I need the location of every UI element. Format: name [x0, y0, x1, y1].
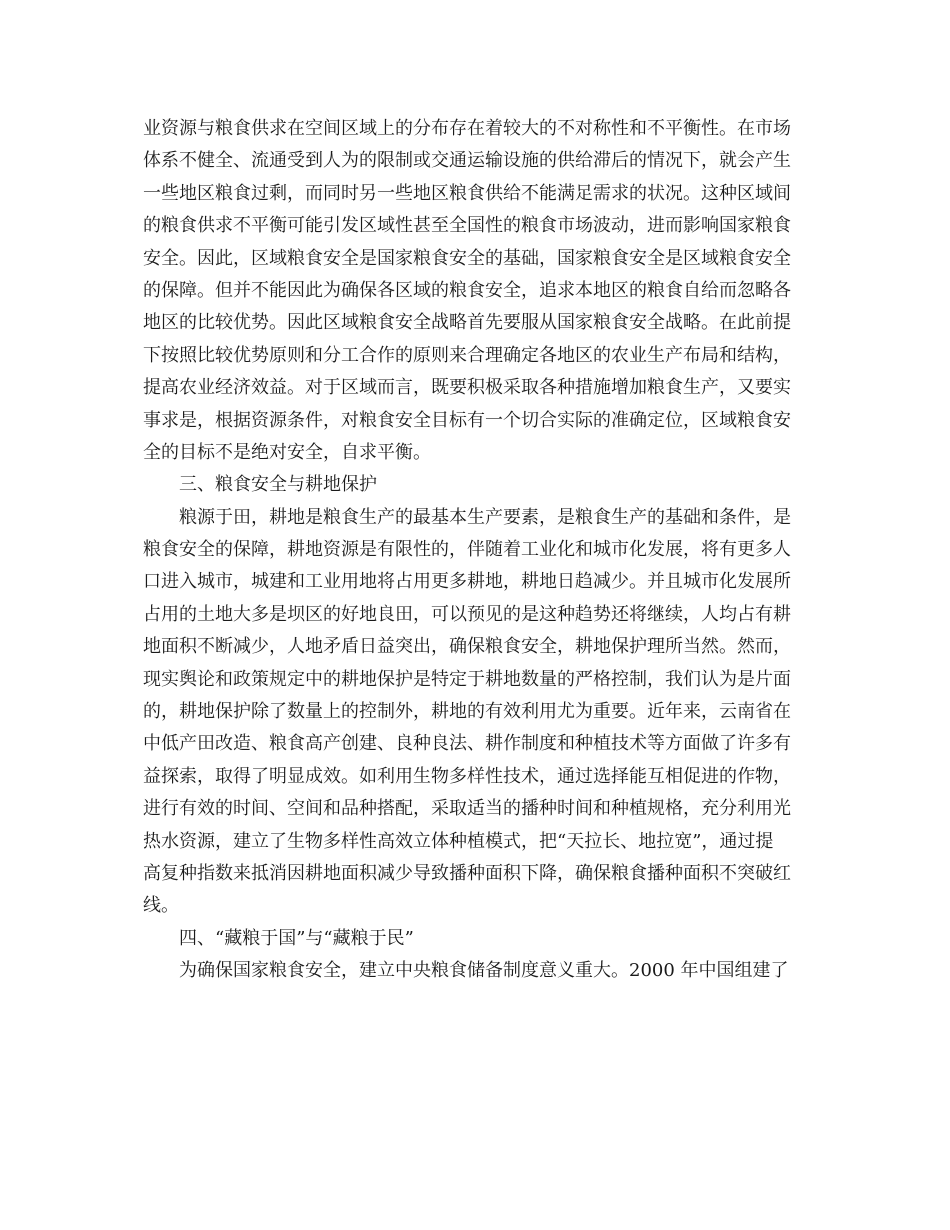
- text-line: 业资源与粮食供求在空间区域上的分布存在着较大的不对称性和不平衡性。在市场: [143, 118, 791, 139]
- text-line: 地面积不断减少，人地矛盾日益突出，确保粮食安全，耕地保护理所当然。然而，: [143, 636, 791, 658]
- paragraph-farmland-protection: [143, 502, 823, 923]
- text-line: 事求是，根据资源条件，对粮食安全目标有一个切合实际的准确定位，区域粮食安: [143, 409, 791, 431]
- text-line: 现实舆论和政策规定中的耕地保护是特定于耕地数量的严格控制，我们认为是片面: [143, 668, 791, 690]
- text-line: 中低产田改造、粮食高产创建、良种良法、耕作制度和种植技术等方面做了许多有: [143, 733, 791, 755]
- text-line: 为确保国家粮食安全，建立中央粮食储备制度意义重大。2000 年中国组建了: [179, 960, 789, 982]
- text-line: 益探索，取得了明显成效。如利用生物多样性技术，通过选择能互相促进的作物，: [143, 765, 791, 787]
- section-heading-grain-storage: 四、“藏粮于国”与“藏粮于民”: [179, 927, 414, 949]
- text-line: 全的目标不是绝对安全，自求平衡。: [143, 441, 431, 463]
- text-line: 占用的土地大多是坝区的好地良田，可以预见的是这种趋势还将继续，人均占有耕: [143, 603, 791, 625]
- text-line: 进行有效的时间、空间和品种搭配，采取适当的播种时间和种植规格，充分利用光: [143, 798, 791, 820]
- text-line: 的粮食供求不平衡可能引发区域性甚至全国性的粮食市场波动，进而影响国家粮食: [143, 215, 791, 237]
- text-line: 的保障。但并不能因此为确保各区域的粮食安全，追求本地区的粮食自给而忽略各: [143, 279, 791, 301]
- paragraph-regional-food-security: [143, 113, 823, 469]
- text-line: 高复种指数来抵消因耕地面积减少导致播种面积下降，确保粮食播种面积不突破红: [143, 862, 791, 884]
- text-line: 热水资源，建立了生物多样性高效立体种植模式，把“天拉长、地拉宽”，通过提: [143, 830, 774, 852]
- section-heading-farmland: 三、粮食安全与耕地保护: [179, 474, 377, 496]
- text-line: 粮食安全的保障，耕地资源是有限性的，伴随着工业化和城市化发展，将有更多人: [143, 539, 791, 561]
- text-line: 口进入城市，城建和工业用地将占用更多耕地，耕地日趋减少。并且城市化发展所: [143, 571, 791, 593]
- text-line: 的，耕地保护除了数量上的控制外，耕地的有效利用尤为重要。近年来，云南省在: [143, 701, 791, 723]
- text-line: 下按照比较优势原则和分工合作的原则来合理确定各地区的农业生产布局和结构，: [143, 344, 791, 366]
- text-line: 安全。因此，区域粮食安全是国家粮食安全的基础，国家粮食安全是区域粮食安全: [143, 247, 791, 269]
- paragraph-grain-reserve: [143, 955, 823, 987]
- text-line: 线。: [143, 895, 179, 917]
- text-line: 粮源于田，耕地是粮食生产的最基本生产要素，是粮食生产的基础和条件，是: [179, 506, 791, 528]
- text-line: 地区的比较优势。因此区域粮食安全战略首先要服从国家粮食安全战略。在此前提: [143, 312, 791, 334]
- document-body: [143, 113, 823, 988]
- text-line: 一些地区粮食过剩，而同时另一些地区粮食供给不能满足需求的状况。这种区域间: [143, 182, 791, 204]
- text-line: 体系不健全、流通受到人为的限制或交通运输设施的供给滞后的情况下，就会产生: [143, 150, 791, 172]
- text-line: 提高农业经济效益。对于区域而言，既要积极采取各种措施增加粮食生产，又要实: [143, 377, 791, 399]
